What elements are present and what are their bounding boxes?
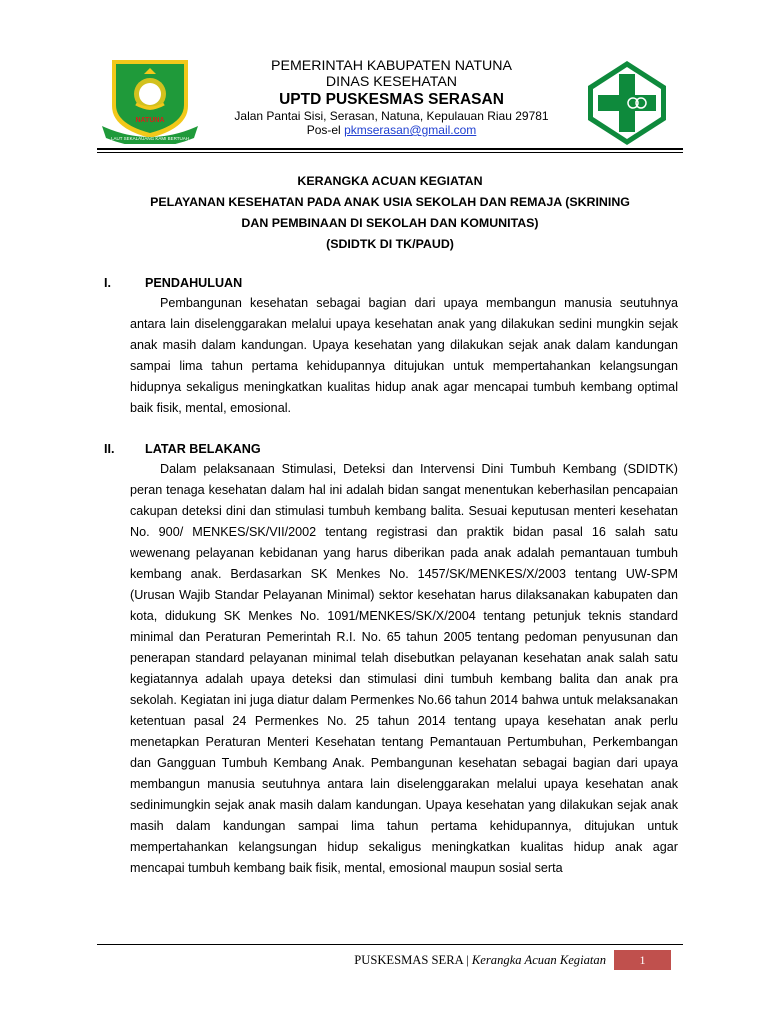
- footer-doc-type: Kerangka Acuan Kegiatan: [471, 952, 606, 967]
- email-link[interactable]: pkmserasan@gmail.com: [344, 123, 477, 137]
- emblem-name: NATUNA: [135, 117, 165, 124]
- heading-line-1: KERANGKA ACUAN KEGIATAN: [297, 174, 483, 188]
- email-label: Pos-el: [306, 123, 341, 137]
- emblem-ribbon: LAUT SEKALAUANG KAMI BERTUAH: [110, 136, 190, 141]
- section-body-pendahuluan: Pembangunan kesehatan sebagai bagian dari upaya membangun manusia seutuhnya antara lain diselenggarakan melalui upaya kesehatan anak yang dilakukan sedini mungkin sejak anak masih dalam kandungan. Upaya kesehatan yang dilakukan sejak anak dalam kandungan sampai lima tahun pertama kehidupannya ditujukan untuk mempertahankan kelangsungan hidupnya sekaligus meningkatkan kualitas hidup anak agar mencapai tumbuh kembang optimal baik fisik, mental, emosional.: [130, 296, 678, 415]
- org-title: UPTD PUSKESMAS SERASAN: [279, 91, 504, 108]
- footer-label: [354, 953, 606, 968]
- section-heading-latar-belakang: [104, 442, 261, 456]
- section-title: PENDAHULUAN: [145, 276, 243, 290]
- org-address: Jalan Pantai Sisi, Serasan, Natuna, Kepulauan Riau 29781: [234, 109, 549, 123]
- natuna-emblem-logo: [100, 58, 200, 144]
- heading-line-2: PELAYANAN KESEHATAN PADA ANAK USIA SEKOLAH DAN REMAJA (SKRINING: [150, 195, 630, 209]
- letterhead: [200, 58, 583, 137]
- gov-name: PEMERINTAH KABUPATEN NATUNA: [271, 58, 512, 74]
- section-number: II.: [104, 442, 115, 456]
- section-number: I.: [104, 276, 111, 290]
- header-divider-thin: [97, 152, 683, 153]
- footer-divider: [97, 944, 683, 945]
- footer-org: PUSKESMAS SERA: [354, 952, 464, 967]
- heading-line-4: (SDIDTK DI TK/PAUD): [326, 237, 454, 251]
- page-footer: [97, 950, 671, 970]
- page-number: 1: [614, 950, 671, 970]
- section-body-latar-belakang: Dalam pelaksanaan Stimulasi, Deteksi dan Intervensi Dini Tumbuh Kembang (SDIDTK) peran tenaga kesehatan dalam hal ini adalah bidan sangat menentukan keberhasilan pencapaian cakupan deteksi dini dan stimulasi tumbuh kembang balita. Sesuai keputusan menteri kesehatan No. 900/ MENKES/SK/VII/2002 tentang registrasi dan praktik bidan pasal 16 salah satu wewenang pelayanan kebidanan yang harus diberikan pada anak adalah pemantauan tumbuh kembang anak. Berdasarkan SK Menkes No. 1457/SK/MENKES/X/2003 tentang UW-SPM (Urusan Wajib Standar Pelayanan Minimal) sektor kesehatan harus dilaksanakan kabupaten dan kota, didukung SK Menkes No. 1091/MENKES/SK/X/2004 tentang petunjuk teknis standard minimal dan Peraturan Pemerintah R.I. No. 65 tahun 2005 tentang pedoman penyusunan dan penerapan standard pelayanan minimal telah disebutkan pelayanan kesehatan anak salah satu kegiatannya adalah upaya deteksi dan stimulasi dini tumbuh kembang balita dan anak pra sekolah. Kegiatan ini juga diatur dalam Permenkes No.66 tahun 2014 bahwa untuk melaksanakan ketentuan pasal 24 Permenkes No. 25 tahun 2014 tentang upaya kesehatan anak perlu menetapkan Peraturan Menteri Kesehatan tentang Pemantauan Pertumbuhan, Perkembangan dan Gangguan Tumbuh Kembang Anak. Pembangunan kesehatan sebagai bagian dari upaya membangun manusia seutuhnya antara lain diselenggarakan melalui upaya kesehatan anak sedinimungkin sejak anak masih dalam kandungan. Upaya kesehatan yang dilakukan sejak anak masih dalam kandungan sampai lima tahun pertama kehidupannya, ditujukan untuk mempertahankan kelangsungan hidup sekaligus meningkatkan kualitas hidup anak agar mencapai tumbuh kembang baik fisik, mental, emosional maupun sosial serta: [130, 462, 678, 875]
- section-heading-pendahuluan: [104, 276, 242, 290]
- footer-separator: |: [466, 952, 469, 967]
- document-heading: [97, 171, 683, 255]
- puskesmas-logo: [583, 58, 671, 148]
- dept-name: DINAS KESEHATAN: [325, 74, 458, 90]
- org-email-line: [200, 123, 583, 137]
- header-divider-thick: [97, 148, 683, 150]
- heading-line-3: DAN PEMBINAAN DI SEKOLAH DAN KOMUNITAS): [241, 216, 539, 230]
- section-title: LATAR BELAKANG: [145, 442, 261, 456]
